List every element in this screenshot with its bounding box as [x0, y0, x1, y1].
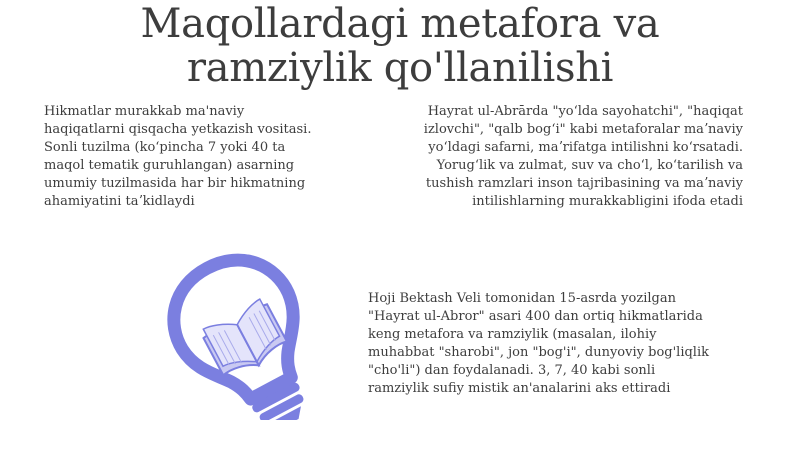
paragraph-line: yoʻldagi safarni, maʼrifatga intilishni koʻrsatadi.: [428, 140, 743, 155]
paragraph-line: izlovchi", "qalb bogʻi" kabi metaforalar maʼnaviy: [423, 122, 743, 137]
paragraph-line: "cho'li") dan foydalanadi. 3, 7, 40 kabi sonli: [368, 363, 656, 378]
title-line-2: ramziylik qo'llanilishi: [186, 45, 614, 91]
paragraph-line: muhabbat "sharobi", jon "bog'i", dunyoviy bog'liqlik: [368, 345, 709, 360]
paragraph-right: [388, 103, 743, 211]
paragraph-line: intilishlarning murakkabligini ifoda etadi: [472, 194, 743, 209]
paragraph-bottom: [368, 290, 738, 398]
paragraph-line: ramziylik sufiy mistik an'analarini aks ettiradi: [368, 381, 671, 396]
paragraph-line: Yorugʻlik va zulmat, suv va choʻl, koʻtarilish va: [436, 158, 743, 173]
title-line-1: Maqollardagi metafora va: [140, 1, 660, 47]
page-title: [0, 2, 800, 90]
paragraph-line: "Hayrat ul-Abror" asari 400 dan ortiq hikmatlarida: [368, 309, 703, 324]
paragraph-line: Sonli tuzilma (koʻpincha 7 yoki 40 ta: [44, 140, 286, 155]
paragraph-line: ahamiyatini taʼkidlaydi: [44, 194, 195, 209]
lightbulb-book-icon: [150, 250, 310, 420]
paragraph-line: maqol tematik guruhlangan) asarning: [44, 158, 295, 173]
paragraph-line: umumiy tuzilmasida har bir hikmatning: [44, 176, 306, 191]
paragraph-left: [44, 103, 354, 211]
paragraph-line: Hoji Bektash Veli tomonidan 15-asrda yozilgan: [368, 291, 676, 306]
paragraph-line: Hayrat ul-Abrārda "yoʻlda sayohatchi", "haqiqat: [427, 104, 743, 119]
paragraph-line: tushish ramzlari inson tajribasining va maʼnaviy: [425, 176, 743, 191]
paragraph-line: Hikmatlar murakkab ma'naviy: [44, 104, 245, 119]
paragraph-line: haqiqatlarni qisqacha yetkazish vositasi.: [44, 122, 312, 137]
paragraph-line: keng metafora va ramziylik (masalan, ilohiy: [368, 327, 657, 342]
